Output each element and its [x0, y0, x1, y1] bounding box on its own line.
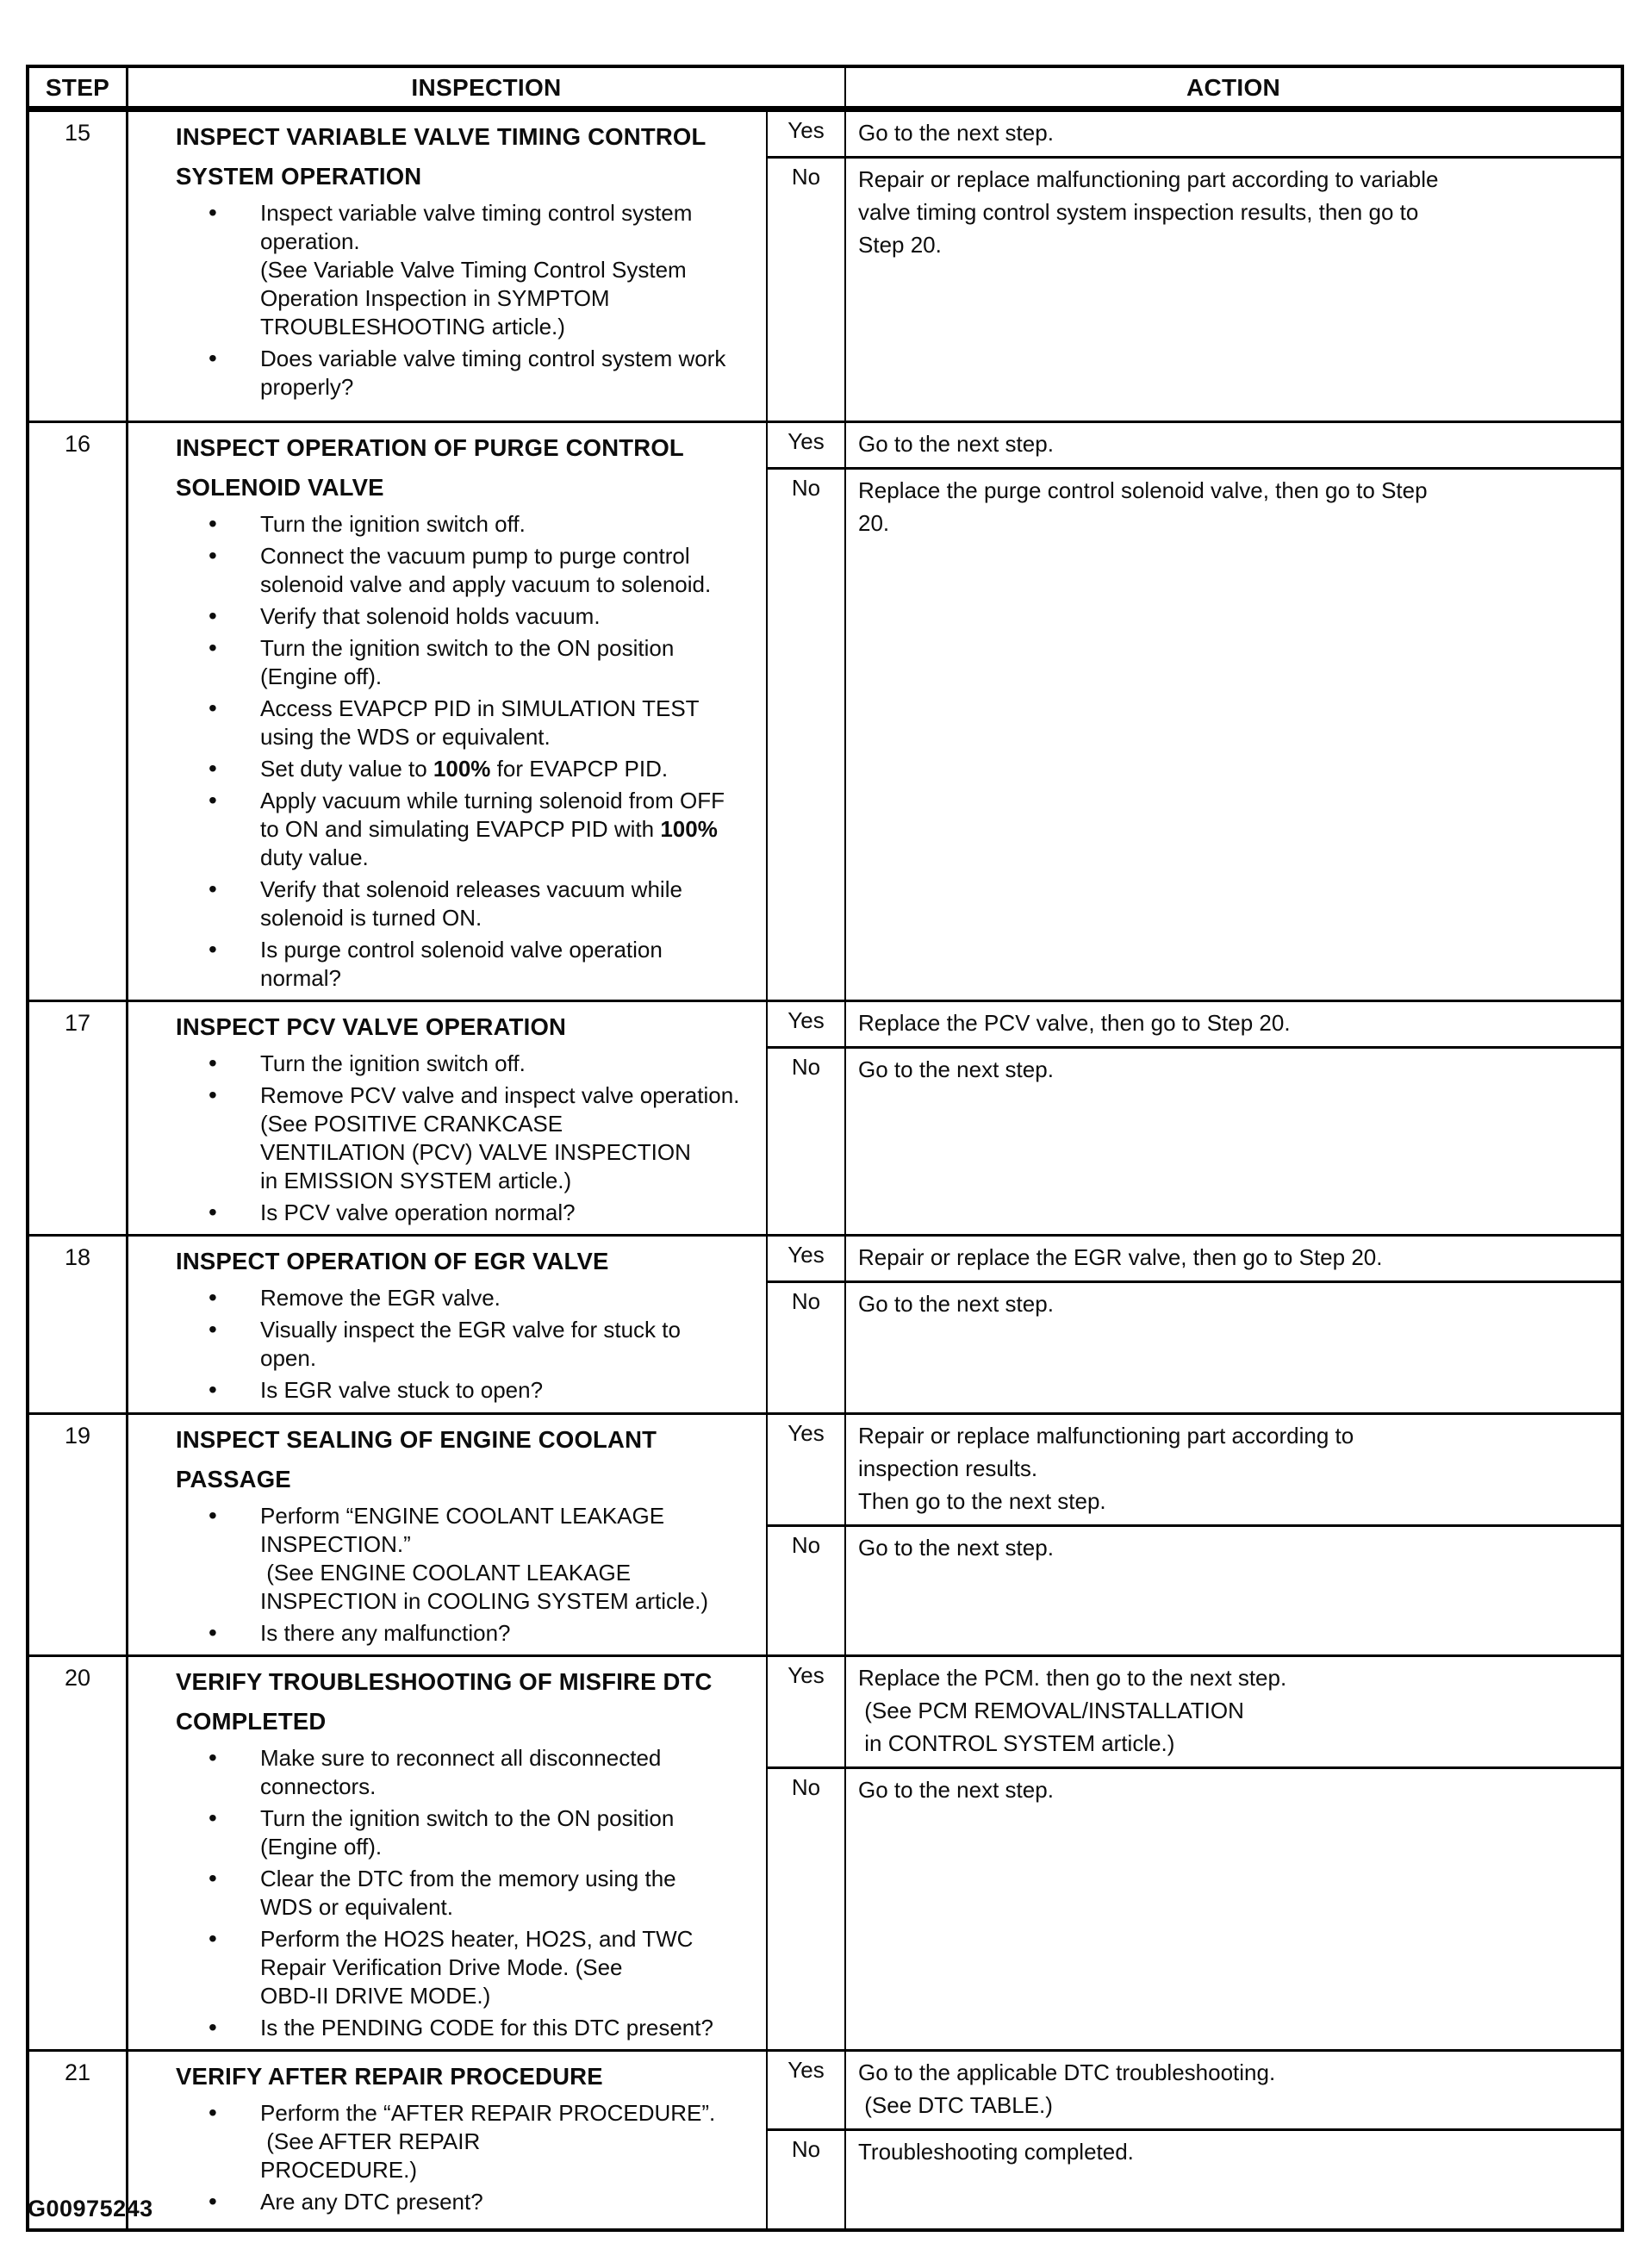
table-row: [29, 109, 1621, 421]
bullet-text: Is PCV valve operation normal?: [260, 1199, 576, 1225]
bullet-list: [176, 2099, 766, 2216]
bullet-text: Apply vacuum while turning solenoid from OFF to ON and simulating EVAPCP PID with: [260, 788, 725, 842]
bullet-list: [176, 1502, 766, 1648]
yes-label: Yes: [768, 1237, 846, 1280]
bullet-item: [176, 1284, 766, 1312]
inspection-cell: [128, 1415, 768, 1654]
no-label: No: [768, 1769, 846, 2049]
bullet-text: Turn the ignition switch to the ON position (Engine off).: [260, 635, 675, 689]
bullet-list: [176, 1050, 766, 1227]
bullet-item: [176, 1376, 766, 1405]
bullet-item: [176, 1050, 766, 1078]
yes-action-text: Repair or replace the EGR valve, then go to Step 20.: [858, 1244, 1383, 1270]
bullet-text: for EVAPCP PID.: [490, 756, 669, 782]
table-row: [29, 1234, 1621, 1412]
bullet-item: [176, 1619, 766, 1648]
step-number: 16: [29, 423, 128, 1000]
yes-action-text: Go to the next step.: [858, 431, 1054, 457]
inspection-cell: [128, 1657, 768, 2049]
bullet-text: Remove PCV valve and inspect valve operation. (See POSITIVE CRANKCASE VENTILATION (PCV) VALVE INSPECTION in EMISSION SYSTEM article.): [260, 1082, 740, 1193]
action-cell-group: [768, 1415, 1621, 1654]
step-number: 19: [29, 1415, 128, 1654]
action-cell-group: [768, 2052, 1621, 2228]
inspection-cell: [128, 2052, 768, 2228]
inspection-title: INSPECT OPERATION OF EGR VALVE: [176, 1248, 609, 1274]
no-subrow: [768, 470, 1621, 1000]
yes-action-text: Replace the PCV valve, then go to Step 20.: [858, 1010, 1291, 1036]
yes-action-text: Go to the applicable DTC troubleshooting. (See DTC TABLE.): [858, 2059, 1276, 2118]
bullet-text: Are any DTC present?: [260, 2189, 483, 2215]
bullet-text-bold: 100%: [433, 756, 491, 782]
no-label: No: [768, 470, 846, 1000]
bullet-list: [176, 1284, 766, 1405]
bullet-text: Is the PENDING CODE for this DTC present?: [260, 2015, 713, 2041]
yes-subrow: [768, 1415, 1621, 1527]
table-row: [29, 1000, 1621, 1234]
no-subrow: [768, 1049, 1621, 1234]
table-header-row: [29, 68, 1621, 109]
yes-subrow: [768, 2052, 1621, 2131]
bullet-item: [176, 345, 766, 402]
yes-label: Yes: [768, 2052, 846, 2128]
no-subrow: [768, 2131, 1621, 2228]
bullet-item: [176, 542, 766, 599]
bullet-list: [176, 510, 766, 993]
bullet-text: Does variable valve timing control system work properly?: [260, 346, 726, 400]
no-action-text: Go to the next step.: [858, 1777, 1054, 1803]
table-row: [29, 1654, 1621, 2049]
inspection-title: INSPECT PCV VALVE OPERATION: [176, 1013, 567, 1040]
bullet-item: [176, 787, 766, 872]
bullet-item: [176, 1925, 766, 2010]
bullet-text: Is purge control solenoid valve operation normal?: [260, 937, 663, 991]
bullet-text: Perform the “AFTER REPAIR PROCEDURE”. (See AFTER REPAIR PROCEDURE.): [260, 2100, 716, 2183]
yes-action-text: Go to the next step.: [858, 120, 1054, 146]
no-action-text: Go to the next step.: [858, 1535, 1054, 1561]
yes-label: Yes: [768, 112, 846, 156]
bullet-text: Clear the DTC from the memory using the WDS or equivalent.: [260, 1866, 676, 1920]
step-number: 15: [29, 112, 128, 421]
bullet-item: [176, 755, 766, 783]
yes-label: Yes: [768, 423, 846, 467]
inspection-title: VERIFY AFTER REPAIR PROCEDURE: [176, 2063, 603, 2090]
bullet-text: Connect the vacuum pump to purge control solenoid valve and apply vacuum to solenoid.: [260, 543, 712, 597]
step-number: 21: [29, 2052, 128, 2228]
inspection-cell: [128, 423, 768, 1000]
bullet-text: Remove the EGR valve.: [260, 1285, 501, 1311]
inspection-title: INSPECT OPERATION OF PURGE CONTROL SOLENOID VALVE: [176, 434, 684, 501]
no-label: No: [768, 2131, 846, 2228]
bullet-item: [176, 2014, 766, 2042]
header-cell-action: ACTION: [1186, 74, 1281, 101]
inspection-cell: [128, 1002, 768, 1234]
bullet-item: [176, 1081, 766, 1195]
yes-label: Yes: [768, 1657, 846, 1766]
yes-label: Yes: [768, 1415, 846, 1524]
yes-subrow: [768, 1237, 1621, 1283]
bullet-item: [176, 1502, 766, 1616]
action-cell-group: [768, 1002, 1621, 1234]
bullet-text: Make sure to reconnect all disconnected connectors.: [260, 1745, 662, 1799]
bullet-text: Perform the HO2S heater, HO2S, and TWC Repair Verification Drive Mode. (See OBD-II DRIVE MODE.): [260, 1926, 694, 2009]
no-action-text: Go to the next step.: [858, 1291, 1054, 1317]
table-row: [29, 1412, 1621, 1654]
no-label: No: [768, 159, 846, 421]
bullet-text: Access EVAPCP PID in SIMULATION TEST using the WDS or equivalent.: [260, 695, 700, 750]
bullet-text: Turn the ignition switch to the ON position (Engine off).: [260, 1805, 675, 1860]
bullet-text: Inspect variable valve timing control system operation. (See Variable Valve Timing Control System Operation Inspection in SYMPTOM TROUBLESHOOTING article.): [260, 200, 693, 340]
inspection-title: INSPECT SEALING OF ENGINE COOLANT PASSAGE: [176, 1426, 657, 1492]
bullet-item: [176, 2099, 766, 2184]
bullet-list: [176, 199, 766, 402]
bullet-item: [176, 510, 766, 539]
bullet-text: Visually inspect the EGR valve for stuck to open.: [260, 1317, 681, 1371]
bullet-text: Set duty value to: [260, 756, 433, 782]
no-action-text: Repair or replace malfunctioning part according to variable valve timing control system inspection results, then go to Step 20.: [858, 166, 1439, 258]
bullet-item: [176, 602, 766, 631]
bullet-item: [176, 1316, 766, 1373]
bullet-item: [176, 1199, 766, 1227]
no-subrow: [768, 1769, 1621, 2049]
action-cell-group: [768, 1237, 1621, 1412]
no-action-text: Troubleshooting completed.: [858, 2139, 1134, 2165]
figure-code: G00975243: [28, 2196, 153, 2221]
yes-label: Yes: [768, 1002, 846, 1046]
bullet-item: [176, 1744, 766, 1801]
step-number: 20: [29, 1657, 128, 2049]
yes-action-text: Repair or replace malfunctioning part according to inspection results. Then go to the next step.: [858, 1423, 1354, 1514]
bullet-text: Verify that solenoid releases vacuum while solenoid is turned ON.: [260, 876, 682, 931]
bullet-item: [176, 199, 766, 341]
yes-subrow: [768, 1002, 1621, 1049]
table-row: [29, 2049, 1621, 2228]
bullet-text: Verify that solenoid holds vacuum.: [260, 603, 601, 629]
bullet-text: Is there any malfunction?: [260, 1620, 511, 1646]
action-cell-group: [768, 1657, 1621, 2049]
bullet-item: [176, 634, 766, 691]
yes-subrow: [768, 1657, 1621, 1769]
no-label: No: [768, 1049, 846, 1234]
inspection-title: INSPECT VARIABLE VALVE TIMING CONTROL SYSTEM OPERATION: [176, 123, 707, 190]
no-action-text: Go to the next step.: [858, 1056, 1054, 1082]
table-row: [29, 421, 1621, 1000]
bullet-text: Turn the ignition switch off.: [260, 1050, 526, 1076]
inspection-cell: [128, 1237, 768, 1412]
inspection-cell: [128, 112, 768, 421]
no-subrow: [768, 1527, 1621, 1654]
no-subrow: [768, 159, 1621, 421]
inspection-title: VERIFY TROUBLESHOOTING OF MISFIRE DTC COMPLETED: [176, 1668, 713, 1735]
step-number: 18: [29, 1237, 128, 1412]
bullet-text-bold: 100%: [660, 816, 718, 842]
header-cell-inspection: INSPECTION: [128, 68, 846, 106]
no-label: No: [768, 1283, 846, 1412]
bullet-list: [176, 1744, 766, 2042]
no-subrow: [768, 1283, 1621, 1412]
yes-subrow: [768, 423, 1621, 470]
bullet-text: Is EGR valve stuck to open?: [260, 1377, 544, 1403]
bullet-item: [176, 1804, 766, 1861]
yes-subrow: [768, 112, 1621, 159]
yes-action-text: Replace the PCM. then go to the next step. (See PCM REMOVAL/INSTALLATION in CONTROL SYSTEM article.): [858, 1665, 1287, 1756]
bullet-item: [176, 2188, 766, 2216]
no-action-text: Replace the purge control solenoid valve, then go to Step 20.: [858, 477, 1428, 536]
bullet-item: [176, 695, 766, 751]
bullet-text: Turn the ignition switch off.: [260, 511, 526, 537]
troubleshooting-table: [26, 65, 1624, 2232]
bullet-text: duty value.: [260, 844, 369, 870]
bullet-text: Perform “ENGINE COOLANT LEAKAGE INSPECTION.” (See ENGINE COOLANT LEAKAGE INSPECTION in COOLING SYSTEM article.): [260, 1503, 709, 1614]
bullet-item: [176, 936, 766, 993]
action-cell-group: [768, 423, 1621, 1000]
header-cell-step: STEP: [29, 68, 128, 106]
bullet-item: [176, 875, 766, 932]
no-label: No: [768, 1527, 846, 1654]
action-cell-group: [768, 112, 1621, 421]
step-number: 17: [29, 1002, 128, 1234]
bullet-item: [176, 1865, 766, 1922]
